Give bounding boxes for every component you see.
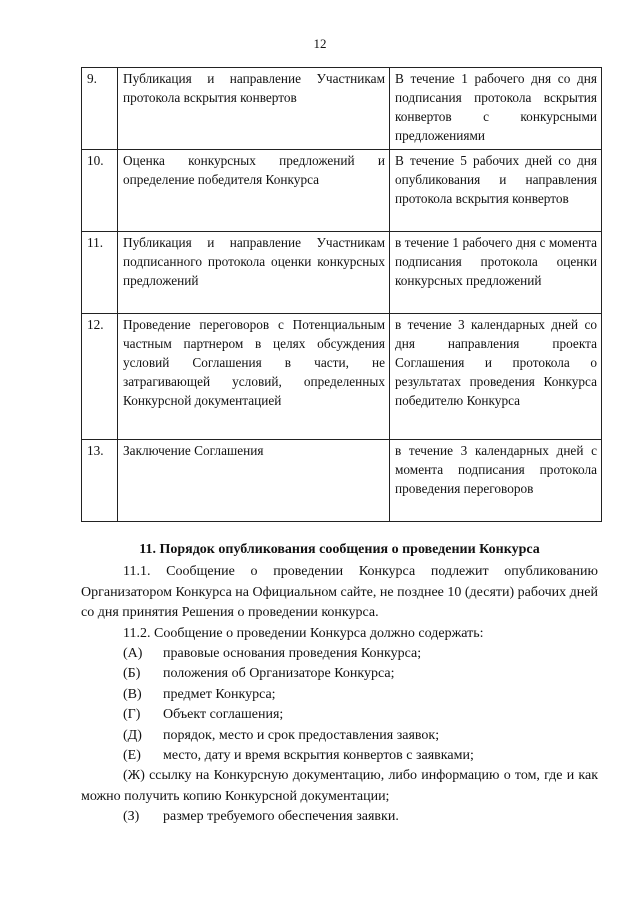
section-heading: 11. Порядок опубликования сообщения о проведении Конкурса [139, 542, 540, 557]
list-marker: (В) [123, 686, 142, 702]
list-text: место, дату и время вскрытия конвертов с заявками; [163, 748, 474, 764]
page-number: 12 [313, 36, 327, 51]
list-marker: (З) [123, 809, 140, 825]
list-item [81, 705, 598, 725]
table-row [82, 314, 602, 440]
stage-cell: Публикация и направление Участникам протокола вскрытия конвертов [118, 68, 390, 150]
stage-cell: Проведение переговоров с Потенциальным частным партнером в целях обсуждения условий Соглашения в части, не затрагивающей условий, определенных Конкурсной документацией [118, 314, 390, 440]
list-text: Объект соглашения; [163, 707, 284, 723]
table-row [82, 440, 602, 522]
table-row [82, 68, 602, 150]
list-marker: (Г) [123, 707, 141, 723]
row-number: 9. [82, 68, 118, 150]
list-marker: (Б) [123, 666, 141, 682]
list-text: предмет Конкурса; [163, 686, 276, 702]
term-cell: в течение 1 рабочего дня с момента подписания протокола оценки конкурсных предложений [390, 232, 602, 314]
term-cell: В течение 5 рабочих дней со дня опубликования и направления протокола вскрытия конвертов [390, 150, 602, 232]
row-number: 12. [82, 314, 118, 440]
table-row [82, 232, 602, 314]
table-row [82, 150, 602, 232]
list-text: положения об Организаторе Конкурса; [163, 666, 395, 682]
list-text: правовые основания проведения Конкурса; [163, 646, 422, 662]
list-item [81, 664, 598, 684]
stage-cell: Заключение Соглашения [118, 440, 390, 522]
paragraph-11-2: 11.2. Сообщение о проведении Конкурса должно содержать: [123, 625, 484, 641]
list-marker: (Е) [123, 748, 141, 764]
term-cell: В течение 1 рабочего дня со дня подписания протокола вскрытия конвертов с конкурсными предложениями [390, 68, 602, 150]
list-item [81, 807, 598, 827]
list-item [81, 746, 598, 766]
schedule-table [81, 67, 602, 522]
term-cell: в течение 3 календарных дней с момента подписания протокола проведения переговоров [390, 440, 602, 522]
stage-cell: Оценка конкурсных предложений и определение победителя Конкурса [118, 150, 390, 232]
list-text: порядок, место и срок предоставления заявок; [163, 727, 440, 743]
row-number: 11. [82, 232, 118, 314]
stage-cell: Публикация и направление Участникам подписанного протокола оценки конкурсных предложений [118, 232, 390, 314]
list-marker: (А) [123, 646, 143, 662]
list-item [81, 726, 598, 746]
list-item [81, 685, 598, 705]
list-item-zh: (Ж) ссылку на Конкурсную документацию, либо информацию о том, где и как можно получить копию Конкурсной документации; [81, 768, 598, 804]
list-item [81, 644, 598, 664]
term-cell: в течение 3 календарных дней со дня направления проекта Соглашения и протокола о результатах проведения Конкурса победителю Конкурса [390, 314, 602, 440]
section-11 [81, 540, 598, 828]
row-number: 10. [82, 150, 118, 232]
list-text: размер требуемого обеспечения заявки. [163, 809, 399, 825]
list-marker: (Д) [123, 727, 142, 743]
paragraph-11-1: 11.1. Сообщение о проведении Конкурса подлежит опубликованию Организатором Конкурса на Официальном сайте, не позднее 10 (десяти) рабочих дней со дня принятия Решения о проведении конкурса. [81, 564, 598, 621]
row-number: 13. [82, 440, 118, 522]
